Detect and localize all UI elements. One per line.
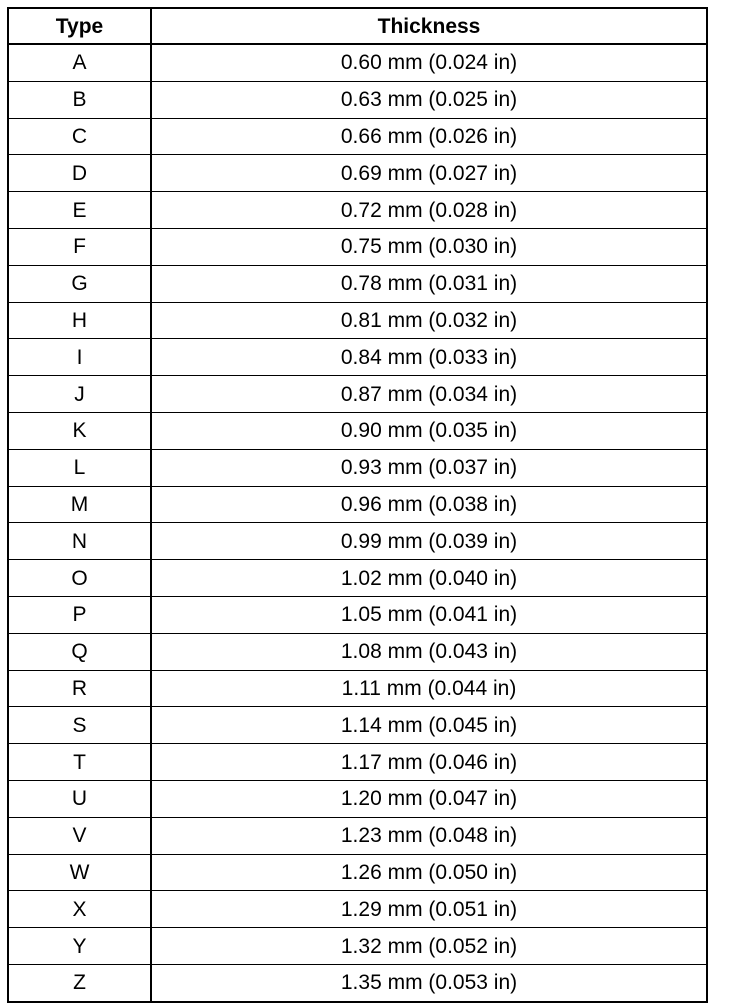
table-row bbox=[8, 928, 707, 965]
cell-type: D bbox=[8, 155, 151, 192]
cell-thickness: 0.63 mm (0.025 in) bbox=[151, 81, 707, 118]
table-row bbox=[8, 339, 707, 376]
cell-type: A bbox=[8, 44, 151, 81]
cell-type: O bbox=[8, 560, 151, 597]
cell-type: G bbox=[8, 265, 151, 302]
cell-thickness: 0.78 mm (0.031 in) bbox=[151, 265, 707, 302]
cell-thickness: 0.60 mm (0.024 in) bbox=[151, 44, 707, 81]
table-row bbox=[8, 118, 707, 155]
table-row bbox=[8, 376, 707, 413]
cell-type: W bbox=[8, 854, 151, 891]
cell-type: Y bbox=[8, 928, 151, 965]
cell-thickness: 1.32 mm (0.052 in) bbox=[151, 928, 707, 965]
cell-type: M bbox=[8, 486, 151, 523]
cell-type: H bbox=[8, 302, 151, 339]
cell-thickness: 0.75 mm (0.030 in) bbox=[151, 228, 707, 265]
header-type: Type bbox=[8, 8, 151, 44]
cell-thickness: 1.26 mm (0.050 in) bbox=[151, 854, 707, 891]
table-body bbox=[8, 44, 707, 1002]
cell-thickness: 0.93 mm (0.037 in) bbox=[151, 449, 707, 486]
cell-type: N bbox=[8, 523, 151, 560]
cell-type: X bbox=[8, 891, 151, 928]
cell-thickness: 1.20 mm (0.047 in) bbox=[151, 780, 707, 817]
cell-type: F bbox=[8, 228, 151, 265]
cell-type: Z bbox=[8, 964, 151, 1001]
cell-thickness: 1.11 mm (0.044 in) bbox=[151, 670, 707, 707]
cell-thickness: 0.69 mm (0.027 in) bbox=[151, 155, 707, 192]
cell-thickness: 0.66 mm (0.026 in) bbox=[151, 118, 707, 155]
table-row bbox=[8, 412, 707, 449]
cell-thickness: 1.08 mm (0.043 in) bbox=[151, 633, 707, 670]
header-row bbox=[8, 8, 707, 44]
table-row bbox=[8, 780, 707, 817]
cell-type: V bbox=[8, 817, 151, 854]
header-thickness: Thickness bbox=[151, 8, 707, 44]
cell-type: I bbox=[8, 339, 151, 376]
table-row bbox=[8, 449, 707, 486]
table-row bbox=[8, 228, 707, 265]
cell-thickness: 0.84 mm (0.033 in) bbox=[151, 339, 707, 376]
table-row bbox=[8, 81, 707, 118]
cell-thickness: 1.02 mm (0.040 in) bbox=[151, 560, 707, 597]
cell-type: R bbox=[8, 670, 151, 707]
cell-type: S bbox=[8, 707, 151, 744]
cell-type: T bbox=[8, 744, 151, 781]
cell-thickness: 1.23 mm (0.048 in) bbox=[151, 817, 707, 854]
cell-thickness: 1.17 mm (0.046 in) bbox=[151, 744, 707, 781]
cell-thickness: 0.90 mm (0.035 in) bbox=[151, 412, 707, 449]
table-row bbox=[8, 265, 707, 302]
thickness-table bbox=[7, 7, 708, 1003]
cell-thickness: 0.99 mm (0.039 in) bbox=[151, 523, 707, 560]
table-row bbox=[8, 596, 707, 633]
cell-type: Q bbox=[8, 633, 151, 670]
table-row bbox=[8, 707, 707, 744]
table-row bbox=[8, 854, 707, 891]
cell-thickness: 1.05 mm (0.041 in) bbox=[151, 596, 707, 633]
table-header bbox=[8, 8, 707, 44]
cell-type: J bbox=[8, 376, 151, 413]
cell-type: P bbox=[8, 596, 151, 633]
table-row bbox=[8, 523, 707, 560]
cell-thickness: 1.14 mm (0.045 in) bbox=[151, 707, 707, 744]
cell-type: U bbox=[8, 780, 151, 817]
cell-thickness: 1.29 mm (0.051 in) bbox=[151, 891, 707, 928]
table-row bbox=[8, 891, 707, 928]
cell-thickness: 0.87 mm (0.034 in) bbox=[151, 376, 707, 413]
cell-type: K bbox=[8, 412, 151, 449]
cell-type: B bbox=[8, 81, 151, 118]
table-row bbox=[8, 486, 707, 523]
table-row bbox=[8, 670, 707, 707]
table-row bbox=[8, 964, 707, 1001]
table-row bbox=[8, 44, 707, 81]
cell-thickness: 1.35 mm (0.053 in) bbox=[151, 964, 707, 1001]
table-row bbox=[8, 744, 707, 781]
table-row bbox=[8, 560, 707, 597]
table-row bbox=[8, 817, 707, 854]
table-row bbox=[8, 302, 707, 339]
table-row bbox=[8, 192, 707, 229]
table-row bbox=[8, 633, 707, 670]
cell-type: L bbox=[8, 449, 151, 486]
table-row bbox=[8, 155, 707, 192]
cell-type: C bbox=[8, 118, 151, 155]
cell-type: E bbox=[8, 192, 151, 229]
cell-thickness: 0.81 mm (0.032 in) bbox=[151, 302, 707, 339]
cell-thickness: 0.96 mm (0.038 in) bbox=[151, 486, 707, 523]
cell-thickness: 0.72 mm (0.028 in) bbox=[151, 192, 707, 229]
